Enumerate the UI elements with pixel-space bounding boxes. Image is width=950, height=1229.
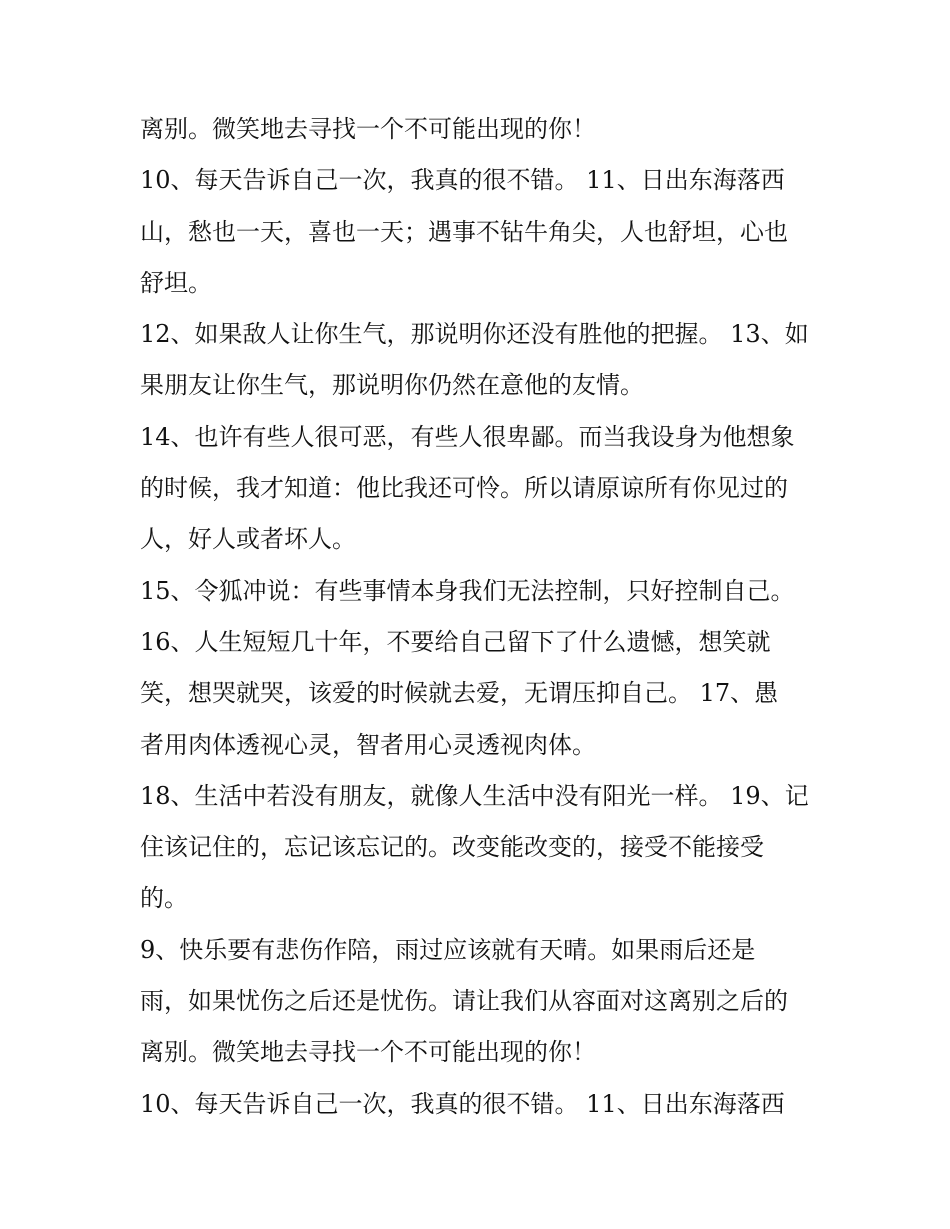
text-line: 人，好人或者坏人。 — [140, 525, 356, 554]
text-line: 山，愁也一天，喜也一天；遇事不钻牛角尖，人也舒坦，心也 — [140, 217, 788, 246]
text-line: 果朋友让你生气，那说明你仍然在意他的友情。 — [140, 371, 644, 400]
text-line: 15、令狐冲说：有些事情本身我们无法控制，只好控制自己。 — [140, 576, 795, 605]
text-line: 离别。微笑地去寻找一个不可能出现的你！ — [140, 1038, 596, 1067]
text-line: 的。 — [140, 884, 188, 913]
text-line: 者用肉体透视心灵，智者用心灵透视肉体。 — [140, 730, 596, 759]
text-line: 12、如果敌人让你生气，那说明你还没有胜他的把握。 13、如 — [140, 320, 809, 349]
document-body — [140, 104, 820, 1130]
text-line: 16、人生短短几十年，不要给自己留下了什么遗憾，想笑就 — [140, 627, 771, 656]
text-line: 舒坦。 — [140, 268, 212, 297]
text-line: 14、也许有些人很可恶，有些人很卑鄙。而当我设身为他想象 — [140, 422, 795, 451]
text-line: 离别。微笑地去寻找一个不可能出现的你！ — [140, 115, 596, 143]
text-line: 的时候，我才知道：他比我还可怜。所以请原谅所有你见过的 — [140, 474, 788, 503]
text-line: 9、快乐要有悲伤作陪，雨过应该就有天晴。如果雨后还是 — [140, 935, 756, 964]
text-line: 10、每天告诉自己一次，我真的很不错。 11、日出东海落西 — [140, 1089, 785, 1118]
text-line: 18、生活中若没有朋友，就像人生活中没有阳光一样。 19、记 — [140, 781, 809, 810]
text-line: 住该记住的，忘记该忘记的。改变能改变的，接受不能接受 — [140, 833, 764, 862]
text-line: 雨，如果忧伤之后还是忧伤。请让我们从容面对这离别之后的 — [140, 987, 788, 1016]
text-line: 笑，想哭就哭，该爱的时候就去爱，无谓压抑自己。 17、愚 — [140, 679, 779, 708]
text-line: 10、每天告诉自己一次，我真的很不错。 11、日出东海落西 — [140, 166, 785, 195]
